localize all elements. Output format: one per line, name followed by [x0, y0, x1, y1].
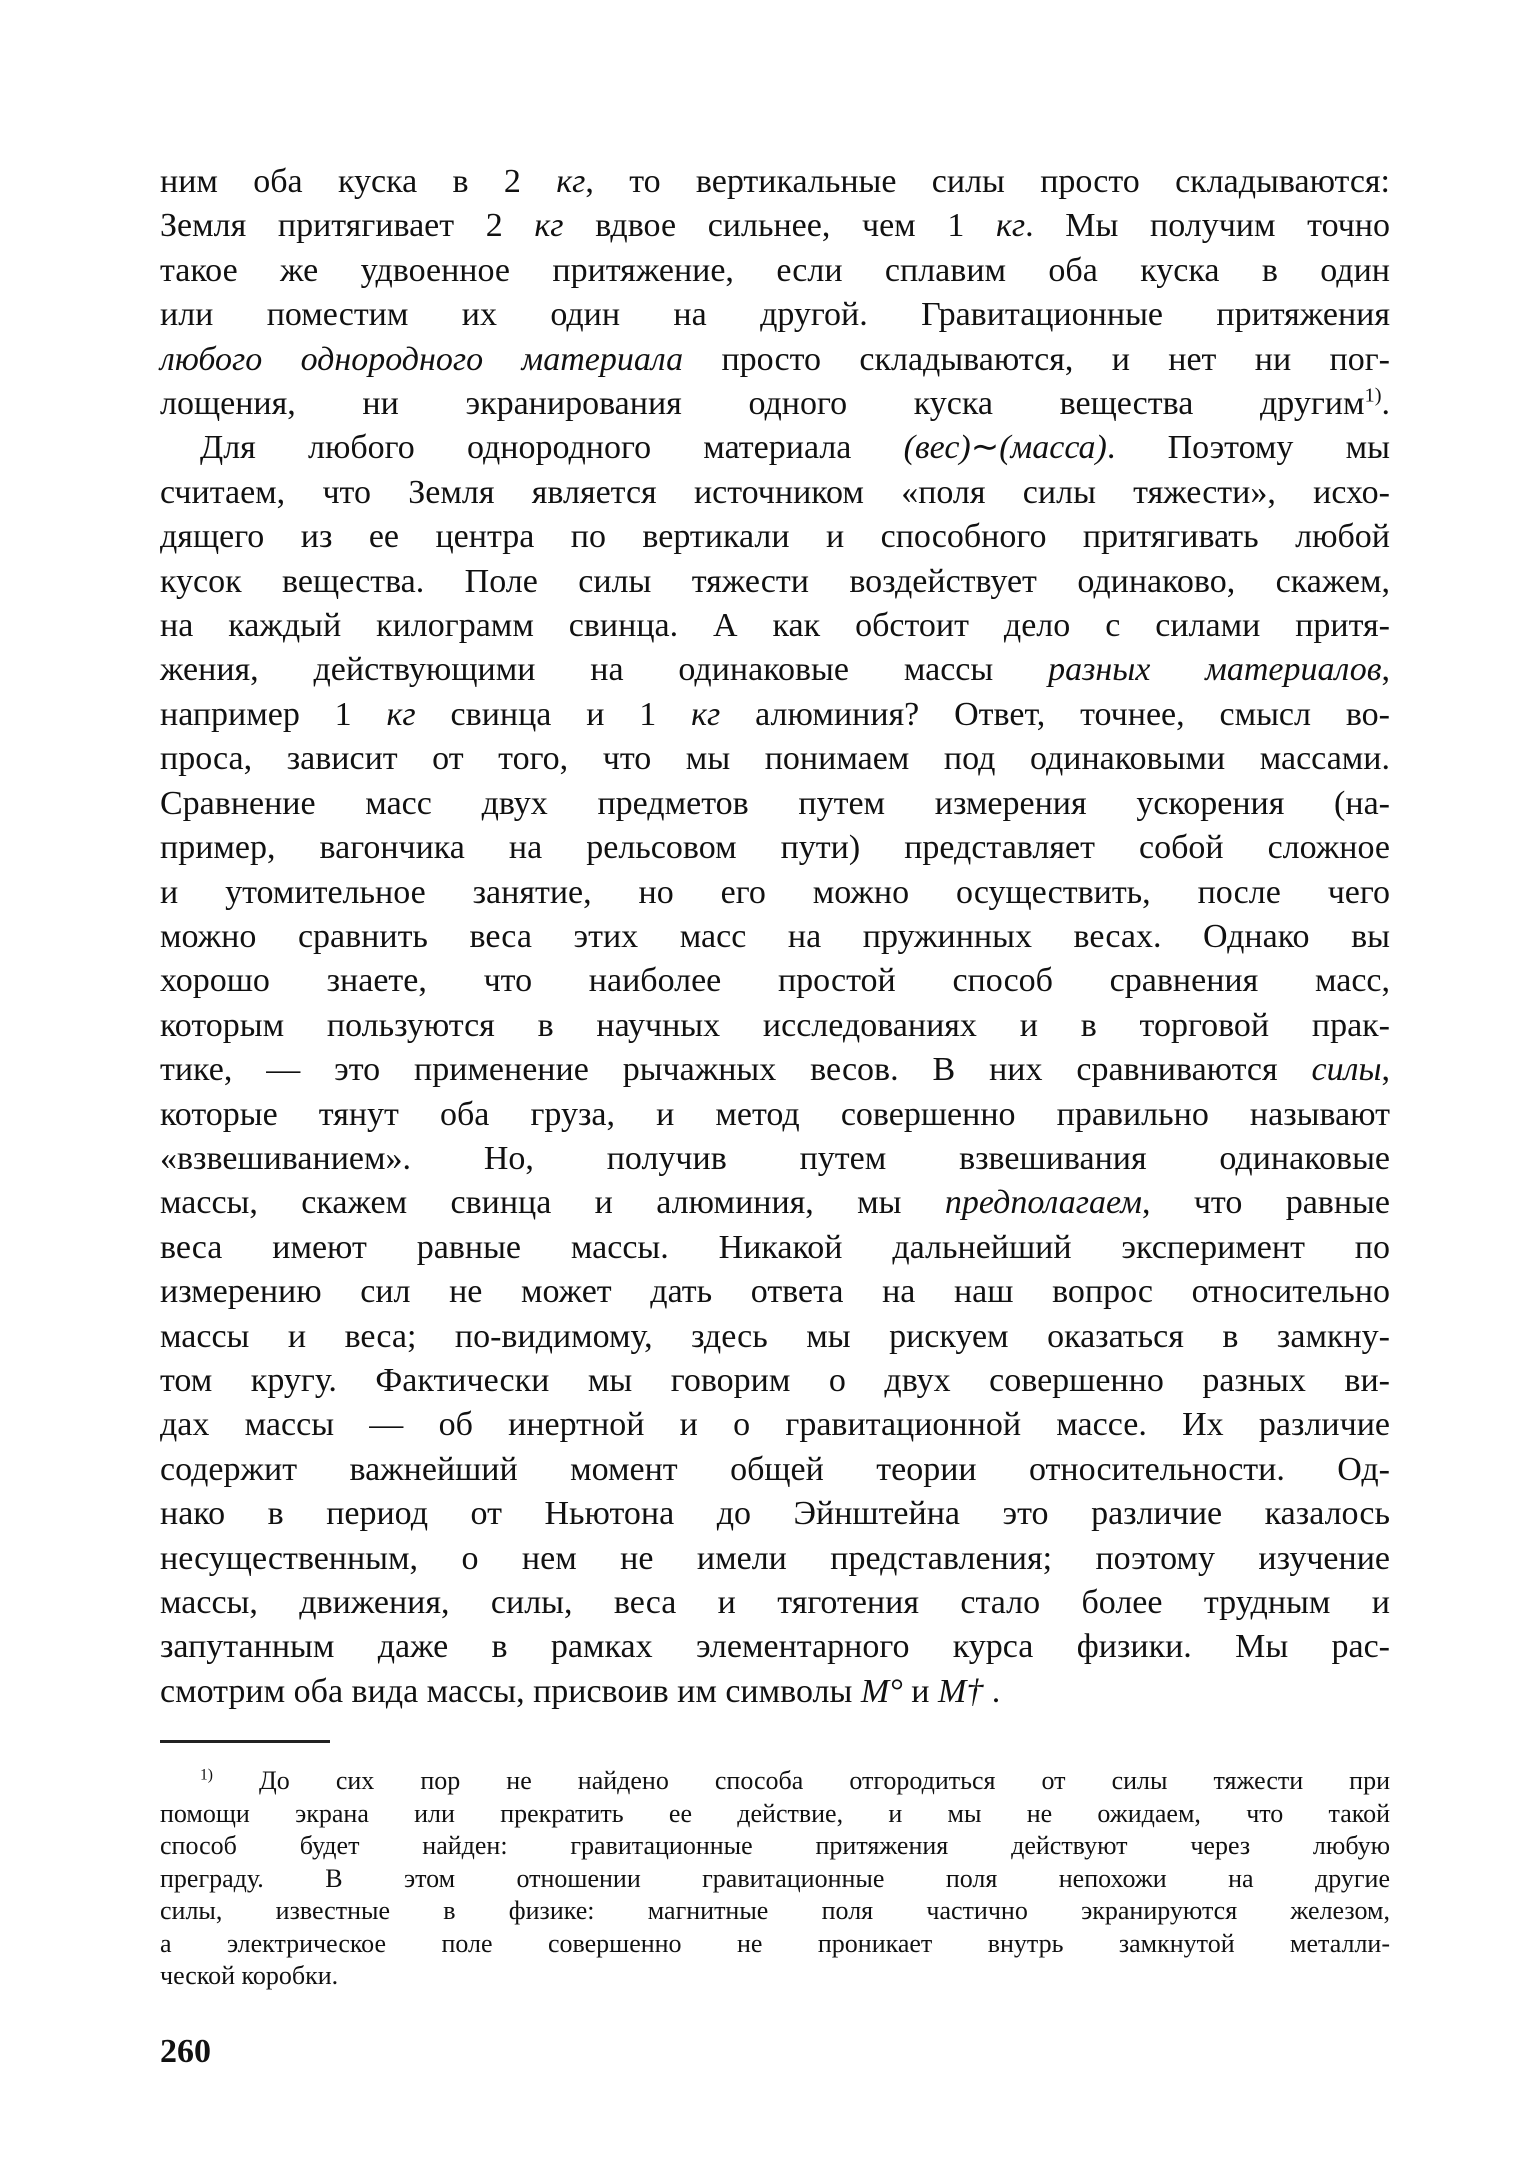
text-line: запутанным даже в рамках элементарного курса физики. Мы рас- — [160, 1628, 1390, 1666]
text-line: любого однородного материала просто складываются, и нет ни пог- — [160, 340, 1390, 378]
symbol-gravitational-mass: M† — [937, 1672, 984, 1710]
footnote-line: ческой коробки. — [160, 1961, 339, 1991]
text-line: веса имеют равные массы. Никакой дальнейший эксперимент по — [160, 1228, 1390, 1266]
text-line: на каждый килограмм свинца. А как обстоит дело с силами притя- — [160, 607, 1390, 645]
text-line: кусок вещества. Поле силы тяжести воздействует одинаково, скажем, — [160, 562, 1390, 600]
footnote-marker: 1) — [200, 1766, 213, 1784]
footnote-line: а электрическое поле совершенно не проникает внутрь замкнутой металли- — [160, 1928, 1390, 1958]
text-line: Для любого однородного материала (вес)∼(масса). Поэтому мы — [200, 429, 1390, 467]
text-line: смотрим оба вида массы, присвоив им символы M° и M† . — [160, 1672, 1001, 1710]
text-line: Земля притягивает 2 кг вдвое сильнее, чем 1 кг. Мы получим точно — [160, 207, 1390, 245]
text-line: массы, движения, силы, веса и тяготения стало более трудным и — [160, 1584, 1390, 1621]
text-line: массы и веса; по-видимому, здесь мы рискуем оказаться в замкну- — [160, 1317, 1390, 1355]
text-line: считаем, что Земля является источником «поля силы тяжести», исхо- — [160, 473, 1390, 511]
footnote-line: преграду. В этом отношении гравитационные поля непохожи на другие — [160, 1863, 1390, 1893]
text-line: «взвешиванием». Но, получив путем взвешивания одинаковые — [160, 1139, 1390, 1177]
text-line: лощения, ни экранирования одного куска вещества другим$^{1)}$. — [160, 384, 1390, 423]
footnote-line: способ будет найден: гравитационные притяжения действуют через любую — [160, 1831, 1390, 1861]
text-line: которые тянут оба груза, и метод совершенно правильно называют — [160, 1095, 1390, 1133]
text-line: можно сравнить веса этих масс на пружинных весах. Однако вы — [160, 917, 1390, 955]
footnote-ref: 1) — [1364, 384, 1382, 407]
text-line: или поместим их один на другой. Гравитационные притяжения — [160, 296, 1390, 334]
footnote-line: силы, известные в физике: магнитные поля частично экранируются железом, — [160, 1896, 1390, 1926]
text-line: том кругу. Фактически мы говорим о двух совершенно разных ви- — [160, 1361, 1390, 1399]
text-line: хорошо знаете, что наиболее простой способ сравнения масс, — [160, 962, 1390, 1000]
text-line: тике, — это применение рычажных весов. В них сравниваются силы, — [160, 1051, 1390, 1089]
text-line: которым пользуются в научных исследованиях и в торговой прак- — [160, 1006, 1390, 1044]
text-line: массы, скажем свинца и алюминия, мы предполагаем, что равные — [160, 1184, 1390, 1222]
text-line: содержит важнейший момент общей теории относительности. Од- — [160, 1450, 1390, 1488]
page-number: 260 — [160, 2032, 211, 2070]
text-line: пример, вагончика на рельсовом пути) представляет собой сложное — [160, 829, 1390, 867]
main-text — [160, 160, 1390, 1714]
symbol-inertial-mass: M° — [860, 1672, 903, 1710]
text-line: например 1 кг свинца и 1 кг алюминия? Ответ, точнее, смысл во- — [160, 695, 1390, 733]
text-line: дах массы — об инертной и о гравитационной массе. Их различие — [160, 1406, 1390, 1444]
footnote — [160, 1765, 1390, 1993]
footnote-line: помощи экрана или прекратить ее действие, и мы не ожидаем, что такой — [160, 1798, 1390, 1828]
text-line: измерению сил не может дать ответа на наш вопрос относительно — [160, 1273, 1390, 1311]
text-line: несущественным, о нем не имели представления; поэтому изучение — [160, 1539, 1390, 1577]
text-line: дящего из ее центра по вертикали и способного притягивать любой — [160, 518, 1390, 556]
text-line: и утомительное занятие, но его можно осуществить, после чего — [160, 873, 1390, 911]
text-line: такое же удвоенное притяжение, если сплавим оба куска в один — [160, 251, 1390, 289]
text-line: Сравнение масс двух предметов путем измерения ускорения (на- — [160, 784, 1390, 822]
footnote-separator — [160, 1740, 330, 1743]
text-line: ним оба куска в 2 кг, то вертикальные силы просто складываются: — [160, 163, 1390, 200]
footnote-line: $^{1)}$ До сих пор не найдено способа отгородиться от силы тяжести при — [200, 1766, 1391, 1796]
text-line: нако в период от Ньютона до Эйнштейна это различие казалось — [160, 1495, 1390, 1533]
text-line: жения, действующими на одинаковые массы разных материалов, — [160, 651, 1390, 689]
text-line: проса, зависит от того, что мы понимаем под одинаковыми массами. — [160, 740, 1390, 778]
